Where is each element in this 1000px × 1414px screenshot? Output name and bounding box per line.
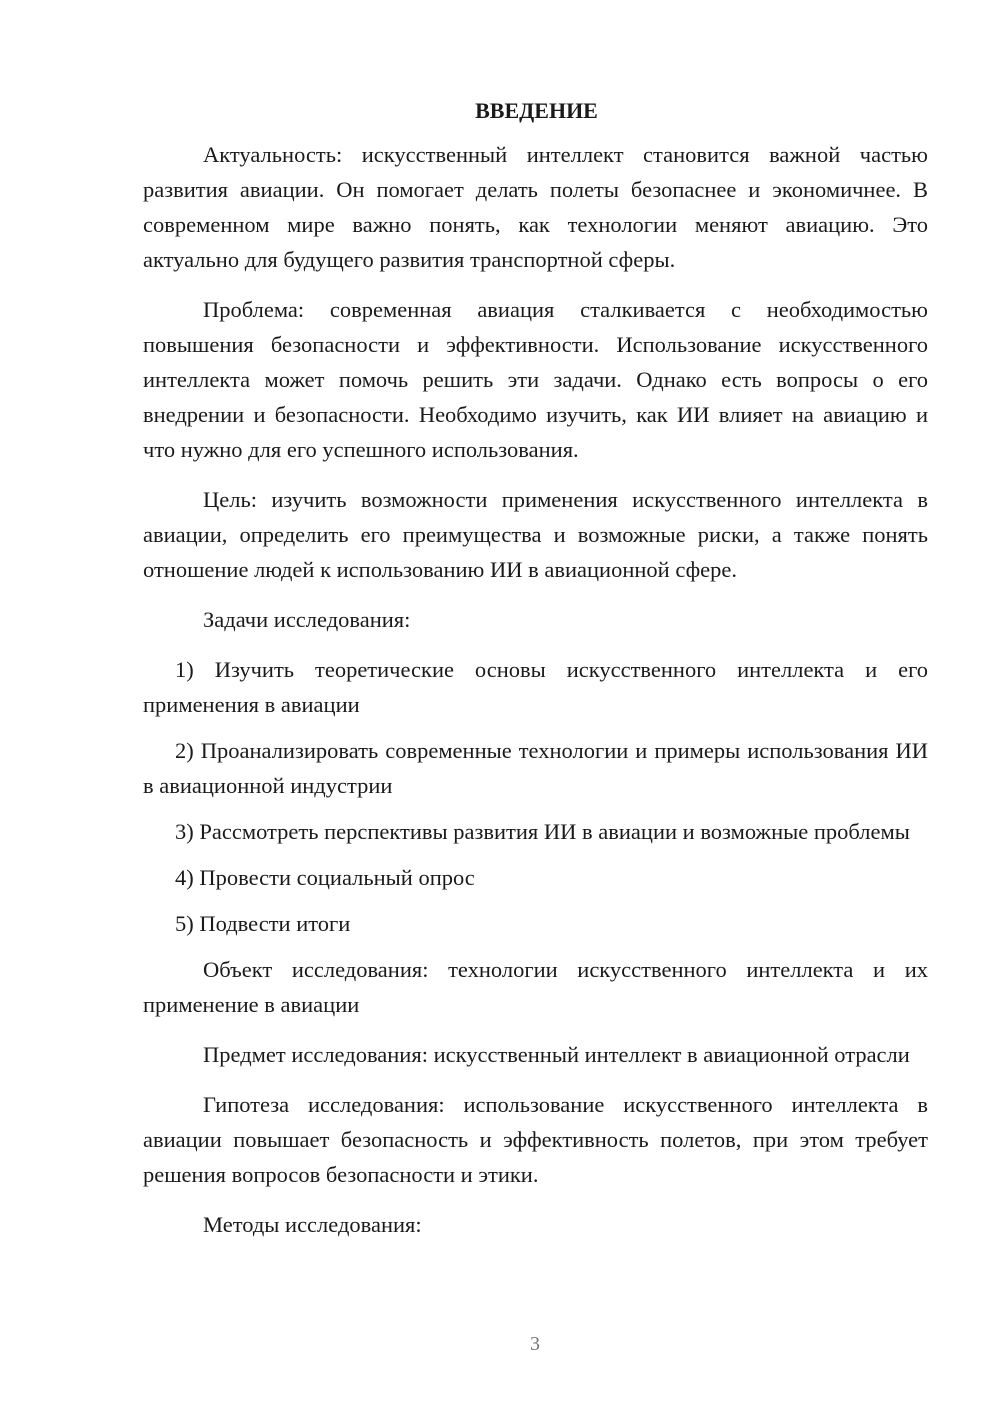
page-content — [143, 96, 928, 1257]
paragraph-tasks-heading: Задачи исследования: — [203, 607, 411, 632]
paragraph-goal: Цель: изучить возможности применения искусственного интеллекта в авиации, определить его преимущества и возможные риски, а также понять отношение людей к использованию ИИ в авиационной сфере. — [143, 487, 928, 582]
paragraph-hypothesis: Гипотеза исследования: использование искусственного интеллекта в авиации повышает безопасность и эффективность полетов, при этом требует решения вопросов безопасности и этики. — [143, 1092, 928, 1187]
paragraph-subject: Предмет исследования: искусственный интеллект в авиационной отрасли — [203, 1042, 910, 1067]
paragraph-object: Объект исследования: технологии искусственного интеллекта и их применение в авиации — [143, 957, 928, 1017]
task-item-1: 1) Изучить теоретические основы искусственного интеллекта и его применения в авиации — [143, 657, 928, 717]
task-item-2: 2) Проанализировать современные технологии и примеры использования ИИ в авиационной индустрии — [143, 738, 928, 798]
task-item-4: 4) Провести социальный опрос — [175, 865, 475, 890]
paragraph-relevance: Актуальность: искусственный интеллект становится важной частью развития авиации. Он помогает делать полеты безопаснее и экономичнее. В современном мире важно понять, как технологии меняют авиацию. Это актуально для будущего развития транспортной сферы. — [143, 142, 928, 272]
paragraph-methods: Методы исследования: — [203, 1212, 422, 1237]
task-item-3: 3) Рассмотреть перспективы развития ИИ в авиации и возможные проблемы — [175, 819, 910, 844]
task-item-5: 5) Подвести итоги — [175, 911, 351, 936]
page-title: ВВЕДЕНИЕ — [475, 98, 598, 123]
page-number: 3 — [530, 1333, 540, 1355]
paragraph-problem: Проблема: современная авиация сталкивается с необходимостью повышения безопасности и эффективности. Использование искусственного интеллекта может помочь решить эти задачи. Однако есть вопросы о его внедрении и безопасности. Необходимо изучить, как ИИ влияет на авиацию и что нужно для его успешного использования. — [143, 297, 928, 462]
